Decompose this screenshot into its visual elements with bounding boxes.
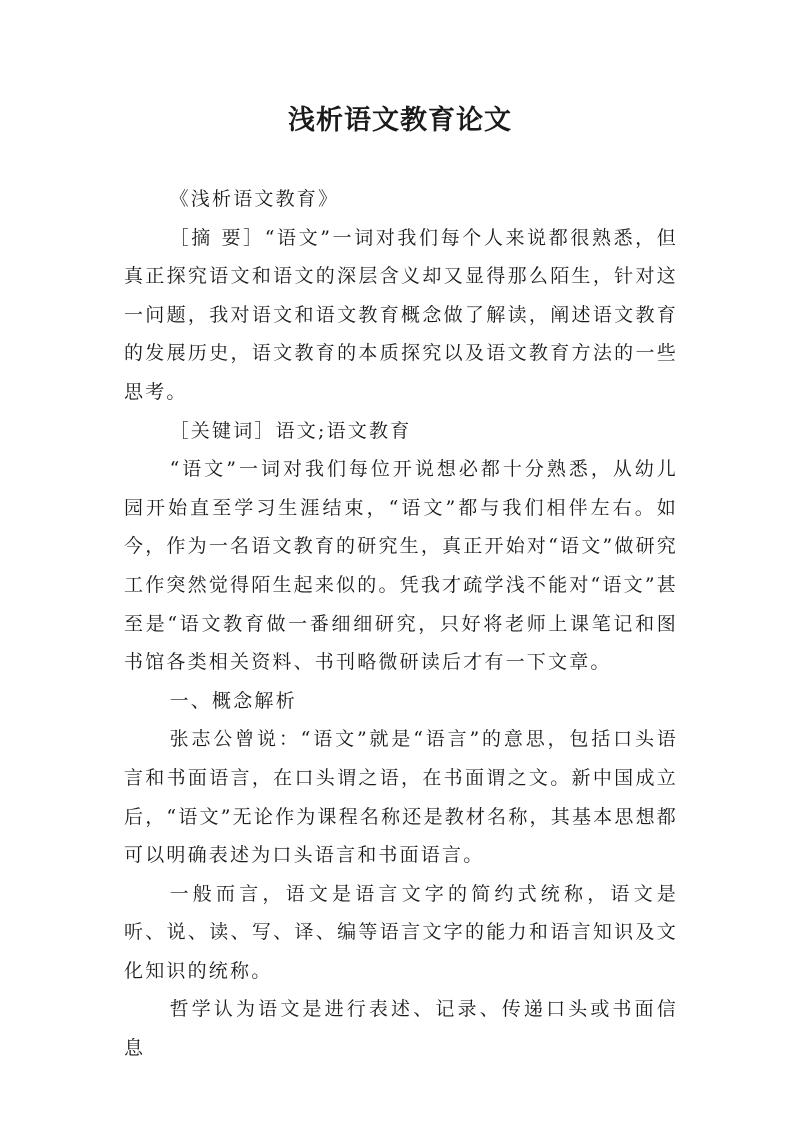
paragraph-general-definition: 一般而言，语文是语言文字的简约式统称，语文是听、说、读、写、译、编等语言文字的能力和语言知识及文化知识的统称。 (124, 882, 678, 982)
paragraph-abstract: ［摘 要］“语文”一词对我们每个人来说都很熟悉，但真正探究语文和语文的深层含义却又显得那么陌生，针对这一问题，我对语文和语文教育概念做了解读，阐述语文教育的发展历史，语文教育的本质探究以及语文教育方法的一些思考。 (124, 226, 678, 403)
paragraph-subtitle: 《浅析语文教育》 (169, 188, 340, 210)
paragraph-zhang-zhigong: 张志公曾说：“语文”就是“语言”的意思，包括口头语言和书面语言，在口头谓之语，在书面谓之文。新中国成立后，“语文”无论作为课程名称还是教材名称，其基本思想都可以明确表述为口头语言和书面语言。 (124, 728, 678, 867)
paragraph-intro: “语文”一词对我们每位开说想必都十分熟悉，从幼儿园开始直至学习生涯结束，“语文”都与我们相伴左右。如今，作为一名语文教育的研究生，真正开始对“语文”做研究工作突然觉得陌生起来似的。凭我才疏学浅不能对“语文”甚至是“语文教育做一番细细研究，只好将老师上课笔记和图书馆各类相关资料、书刊略微研读后才有一下文章。 (124, 458, 678, 674)
paragraph-philosophy: 哲学认为语文是进行表述、记录、传递口头或书面信息 (124, 998, 678, 1060)
document-body (124, 180, 678, 1068)
section-heading-concept: 一、概念解析 (169, 689, 297, 712)
paragraph-keywords: ［关键词］语文;语文教育 (169, 419, 412, 442)
document-title: 浅析语文教育论文 (288, 105, 512, 136)
